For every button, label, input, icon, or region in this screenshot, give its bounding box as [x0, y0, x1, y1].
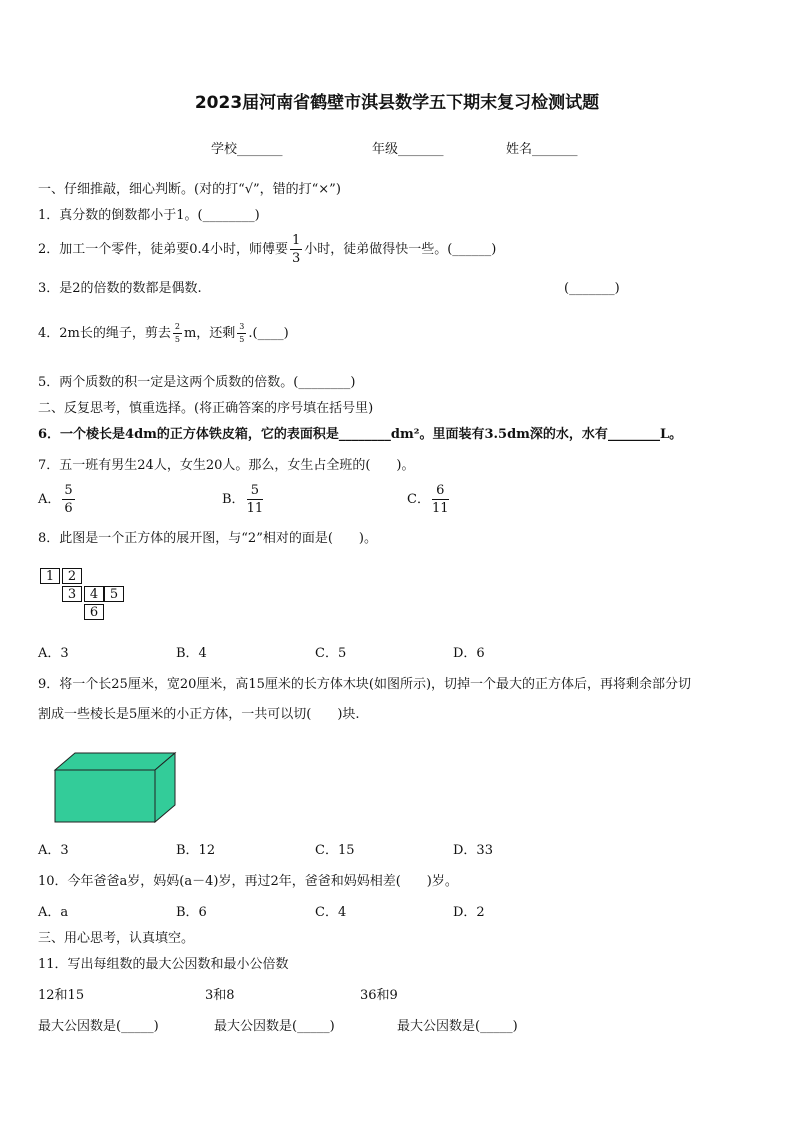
option-10c[interactable]: C．4	[315, 905, 347, 920]
gcd-blank-3[interactable]: 最大公因数是(_____)	[397, 1019, 518, 1034]
option-8d[interactable]: D．6	[453, 646, 485, 661]
grade-field[interactable]: 年级_______	[372, 142, 444, 157]
option-10a[interactable]: A．a	[38, 905, 69, 920]
fraction-5-6: $\frac{5}{6}$	[64, 483, 73, 516]
gcd-blank-2[interactable]: 最大公因数是(_____)	[214, 1019, 335, 1034]
question-9-line-2: 割成一些棱长是5厘米的小正方体，一共可以切( )块.	[38, 707, 360, 722]
option-9a[interactable]: A．3	[38, 843, 69, 858]
option-9c[interactable]: C．15	[315, 843, 355, 858]
number-group-1: 12和15	[38, 988, 85, 1003]
name-field[interactable]: 姓名_______	[506, 142, 578, 157]
fraction-two-fifths: $\frac{2}{5}$	[174, 322, 180, 344]
question-3: 3．是2的倍数的数都是偶数.	[38, 281, 202, 296]
question-3-blank[interactable]: (_______)	[564, 281, 620, 296]
question-1: 1．真分数的倒数都小于1。(________)	[38, 208, 260, 223]
question-4-mid: m，还剩	[183, 326, 236, 341]
option-10b[interactable]: B．6	[176, 905, 207, 920]
page-title: 2023届河南省鹤壁市淇县数学五下期末复习检测试题	[194, 93, 600, 113]
option-9b[interactable]: B．12	[176, 843, 216, 858]
question-4-tail: .(____)	[248, 326, 289, 341]
fraction-three-fifths: $\frac{3}{5}$	[239, 322, 245, 344]
question-8: 8．此图是一个正方体的展开图，与“2”相对的面是( )。	[38, 531, 377, 546]
question-2-tail: 小时，徒弟做得快一些。(______)	[304, 242, 497, 257]
net-face-1: 1	[40, 568, 60, 584]
section-3-heading: 三、用心思考，认真填空。	[38, 931, 195, 946]
question-6: 6．一个棱长是4dm的正方体铁皮箱，它的表面积是________dm²。里面装有3.5dm深的水，水有________L。	[38, 427, 683, 442]
net-face-6: 6	[84, 604, 104, 620]
option-10d[interactable]: D．2	[453, 905, 485, 920]
question-4	[38, 323, 289, 344]
number-group-2: 3和8	[205, 988, 235, 1003]
option-7b[interactable]: B． $\frac{5}{11}$	[222, 483, 264, 516]
question-11: 11．写出每组数的最大公因数和最小公倍数	[38, 957, 289, 972]
question-9-line-1: 9．将一个长25厘米，宽20厘米，高15厘米的长方体木块(如图所示)，切掉一个最大的正方体后，再将剩余部分切	[38, 677, 692, 692]
question-10: 10．今年爸爸a岁，妈妈(a－4)岁，再过2年，爸爸和妈妈相差( )岁。	[38, 874, 458, 889]
fraction-5-11: $\frac{5}{11}$	[246, 483, 264, 516]
net-face-2: 2	[62, 568, 82, 584]
fraction-one-third: $\frac{1}{3}$	[291, 233, 301, 266]
school-field[interactable]: 学校_______	[211, 142, 283, 157]
section-2-heading: 二、反复思考，慎重选择。(将正确答案的序号填在括号里)	[38, 401, 374, 416]
question-2-text: 2．加工一个零件，徒弟要0.4小时，师傅要	[38, 242, 288, 257]
cuboid-top-face	[55, 753, 175, 770]
option-7a[interactable]: A． $\frac{5}{6}$	[38, 483, 73, 516]
option-7c[interactable]: C． $\frac{6}{11}$	[407, 483, 449, 516]
option-8b[interactable]: B．4	[176, 646, 207, 661]
net-face-3: 3	[62, 586, 82, 602]
question-7: 7．五一班有男生24人，女生20人。那么，女生占全班的( )。	[38, 458, 415, 473]
option-8c[interactable]: C．5	[315, 646, 347, 661]
gcd-blank-1[interactable]: 最大公因数是(_____)	[38, 1019, 159, 1034]
net-face-5: 5	[104, 586, 124, 602]
cuboid-front-face	[55, 770, 155, 822]
section-1-heading: 一、仔细推敲，细心判断。(对的打“√”，错的打“×”)	[38, 182, 341, 197]
cuboid-figure	[50, 748, 180, 826]
question-4-text: 4．2m长的绳子，剪去	[38, 326, 171, 341]
fraction-6-11: $\frac{6}{11}$	[431, 483, 449, 516]
question-5: 5．两个质数的积一定是这两个质数的倍数。(________)	[38, 375, 356, 390]
option-9d[interactable]: D．33	[453, 843, 493, 858]
number-group-3: 36和9	[360, 988, 398, 1003]
question-2	[38, 234, 496, 265]
option-8a[interactable]: A．3	[38, 646, 69, 661]
net-face-4: 4	[84, 586, 104, 602]
